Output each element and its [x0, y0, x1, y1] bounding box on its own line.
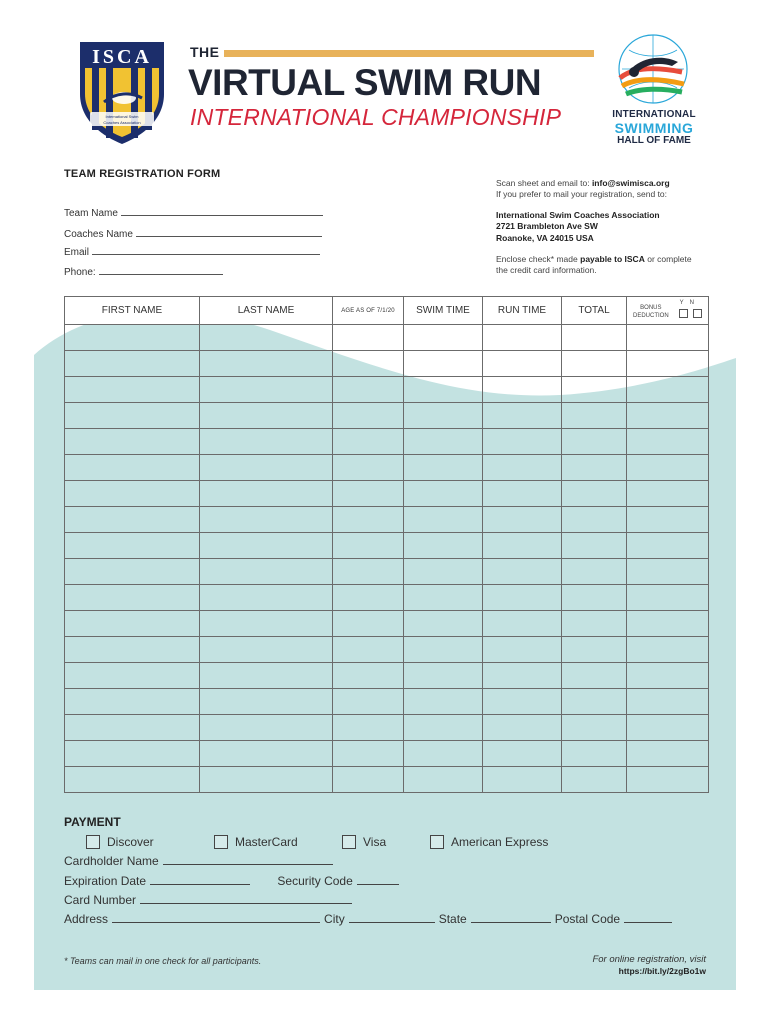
cell-last-name[interactable]	[200, 637, 333, 663]
city-address: Roanoke, VA 24015 USA	[496, 232, 594, 243]
cell-age[interactable]	[333, 715, 404, 741]
header-bonus-deduction	[627, 297, 709, 325]
cell-last-name[interactable]	[200, 663, 333, 689]
payment-title: PAYMENT	[64, 815, 121, 829]
cell-first-name[interactable]	[65, 403, 200, 429]
cell-total[interactable]	[562, 715, 627, 741]
table-row	[65, 507, 709, 533]
cell-swim-time[interactable]	[404, 559, 483, 585]
table-row	[65, 767, 709, 793]
cell-last-name[interactable]	[200, 741, 333, 767]
cell-swim-time[interactable]	[404, 689, 483, 715]
title-divider	[224, 50, 594, 57]
isca-logo	[76, 38, 168, 146]
table-row	[65, 741, 709, 767]
cell-total[interactable]	[562, 455, 627, 481]
cell-swim-time[interactable]	[404, 325, 483, 351]
coaches-name-field[interactable]	[64, 228, 322, 240]
cell-total[interactable]	[562, 429, 627, 455]
cell-first-name[interactable]	[65, 533, 200, 559]
cell-run-time[interactable]	[483, 663, 562, 689]
cell-first-name[interactable]	[65, 585, 200, 611]
bonus-label-1: BONUS	[640, 305, 662, 311]
address-line[interactable]	[112, 912, 320, 923]
team-name-label: Team Name	[64, 208, 118, 219]
option-mastercard[interactable]	[214, 835, 298, 849]
cell-run-time[interactable]	[483, 767, 562, 793]
table-row	[65, 429, 709, 455]
option-visa[interactable]	[342, 835, 386, 849]
cell-first-name[interactable]	[65, 715, 200, 741]
cell-last-name[interactable]	[200, 455, 333, 481]
cell-total[interactable]	[562, 559, 627, 585]
header-first-name: FIRST NAME	[65, 297, 200, 325]
security-label: Security Code	[277, 874, 353, 888]
cell-first-name[interactable]	[65, 455, 200, 481]
cell-total[interactable]	[562, 585, 627, 611]
cell-swim-time[interactable]	[404, 507, 483, 533]
cell-age[interactable]	[333, 663, 404, 689]
cell-first-name[interactable]	[65, 507, 200, 533]
city-label: City	[324, 912, 345, 926]
street-address: 2721 Brambleton Ave SW	[496, 221, 598, 232]
cell-age[interactable]	[333, 533, 404, 559]
cell-bonus[interactable]	[627, 663, 709, 689]
check-instructions	[496, 254, 716, 277]
table-row	[65, 533, 709, 559]
table-row	[65, 585, 709, 611]
cell-age[interactable]	[333, 403, 404, 429]
bonus-yes-label: Y	[679, 300, 690, 306]
cell-bonus[interactable]	[627, 741, 709, 767]
discover-checkbox[interactable]	[86, 835, 100, 849]
cell-swim-time[interactable]	[404, 741, 483, 767]
cell-swim-time[interactable]	[404, 663, 483, 689]
cell-run-time[interactable]	[483, 403, 562, 429]
cell-swim-time[interactable]	[404, 429, 483, 455]
header-run-time: RUN TIME	[483, 297, 562, 325]
bonus-yes-checkbox[interactable]	[679, 309, 688, 318]
cell-age[interactable]	[333, 351, 404, 377]
header-swim-time: SWIM TIME	[404, 297, 483, 325]
expiration-row	[64, 874, 403, 888]
cell-total[interactable]	[562, 481, 627, 507]
ishof-line-3: HALL OF FAME	[617, 135, 691, 146]
visa-checkbox[interactable]	[342, 835, 356, 849]
cell-last-name[interactable]	[200, 585, 333, 611]
cell-swim-time[interactable]	[404, 715, 483, 741]
cell-age[interactable]	[333, 377, 404, 403]
email-label: Email	[64, 247, 90, 258]
cell-run-time[interactable]	[483, 559, 562, 585]
cell-first-name[interactable]	[65, 741, 200, 767]
cell-first-name[interactable]	[65, 429, 200, 455]
cell-age[interactable]	[333, 689, 404, 715]
email-field[interactable]	[64, 246, 320, 258]
cell-bonus[interactable]	[627, 767, 709, 793]
cell-age[interactable]	[333, 325, 404, 351]
option-discover[interactable]	[86, 835, 154, 849]
cell-bonus[interactable]	[627, 403, 709, 429]
cardholder-label: Cardholder Name	[64, 854, 159, 868]
cell-first-name[interactable]	[65, 637, 200, 663]
table-row	[65, 325, 709, 351]
cell-first-name[interactable]	[65, 481, 200, 507]
cell-run-time[interactable]	[483, 481, 562, 507]
cell-run-time[interactable]	[483, 377, 562, 403]
cell-first-name[interactable]	[65, 611, 200, 637]
footnote: * Teams can mail in one check for all participants.	[64, 956, 262, 966]
phone-label: Phone:	[64, 267, 96, 278]
cell-run-time[interactable]	[483, 533, 562, 559]
cell-last-name[interactable]	[200, 481, 333, 507]
table-row	[65, 455, 709, 481]
registration-table	[64, 296, 709, 793]
table-row	[65, 663, 709, 689]
table-row	[65, 637, 709, 663]
cell-first-name[interactable]	[65, 559, 200, 585]
cell-bonus[interactable]	[627, 611, 709, 637]
cell-last-name[interactable]	[200, 403, 333, 429]
card-number-label: Card Number	[64, 893, 137, 907]
cell-swim-time[interactable]	[404, 455, 483, 481]
team-name-line[interactable]	[121, 207, 323, 216]
form-title: TEAM REGISTRATION FORM	[64, 168, 221, 180]
title-the: THE	[190, 44, 220, 60]
phone-field[interactable]	[64, 266, 223, 278]
cell-age[interactable]	[333, 507, 404, 533]
cell-total[interactable]	[562, 325, 627, 351]
cell-run-time[interactable]	[483, 455, 562, 481]
check-prefix: Enclose check* made	[496, 254, 578, 264]
cell-first-name[interactable]	[65, 663, 200, 689]
state-line[interactable]	[471, 912, 551, 923]
mail-line: If you prefer to mail your registration, send to:	[496, 189, 668, 200]
cell-age[interactable]	[333, 481, 404, 507]
cell-first-name[interactable]	[65, 325, 200, 351]
cell-total[interactable]	[562, 533, 627, 559]
cell-bonus[interactable]	[627, 481, 709, 507]
contact-scan	[496, 178, 716, 201]
check-line-2: the credit card information.	[496, 265, 597, 276]
table-row	[65, 377, 709, 403]
expiration-line[interactable]	[150, 874, 250, 885]
cell-total[interactable]	[562, 403, 627, 429]
cell-bonus[interactable]	[627, 559, 709, 585]
phone-line[interactable]	[99, 266, 223, 275]
cell-total[interactable]	[562, 377, 627, 403]
cell-last-name[interactable]	[200, 689, 333, 715]
cell-swim-time[interactable]	[404, 377, 483, 403]
city-line[interactable]	[349, 912, 435, 923]
cell-last-name[interactable]	[200, 507, 333, 533]
table-row	[65, 689, 709, 715]
discover-label: Discover	[107, 835, 154, 849]
cell-age[interactable]	[333, 611, 404, 637]
cell-run-time[interactable]	[483, 637, 562, 663]
cell-run-time[interactable]	[483, 741, 562, 767]
amex-label: American Express	[451, 835, 549, 849]
coaches-name-line[interactable]	[136, 228, 322, 237]
header-last-name: LAST NAME	[200, 297, 333, 325]
cell-bonus[interactable]	[627, 351, 709, 377]
cell-age[interactable]	[333, 559, 404, 585]
expiration-label: Expiration Date	[64, 874, 147, 888]
cell-swim-time[interactable]	[404, 351, 483, 377]
cell-age[interactable]	[333, 767, 404, 793]
cell-total[interactable]	[562, 741, 627, 767]
bonus-no-label: N	[689, 300, 700, 306]
cell-swim-time[interactable]	[404, 637, 483, 663]
header-total: TOTAL	[562, 297, 627, 325]
cell-age[interactable]	[333, 637, 404, 663]
cell-last-name[interactable]	[200, 559, 333, 585]
online-line: For online registration, visit	[592, 954, 706, 965]
cell-bonus[interactable]	[627, 429, 709, 455]
cell-first-name[interactable]	[65, 377, 200, 403]
cardholder-field[interactable]	[64, 854, 337, 868]
postal-label: Postal Code	[554, 912, 621, 926]
cell-last-name[interactable]	[200, 715, 333, 741]
cell-run-time[interactable]	[483, 611, 562, 637]
cell-last-name[interactable]	[200, 767, 333, 793]
cell-first-name[interactable]	[65, 767, 200, 793]
cell-swim-time[interactable]	[404, 533, 483, 559]
cell-run-time[interactable]	[483, 351, 562, 377]
table-body	[65, 325, 709, 793]
cell-total[interactable]	[562, 689, 627, 715]
bonus-label-2: DEDUCTION	[633, 312, 669, 319]
email-line[interactable]	[92, 246, 320, 255]
ishof-line-1: INTERNATIONAL	[612, 109, 696, 120]
option-amex[interactable]	[430, 835, 548, 849]
cell-bonus[interactable]	[627, 325, 709, 351]
ishof-line-2: SWIMMING	[614, 120, 694, 136]
cell-swim-time[interactable]	[404, 611, 483, 637]
table-row	[65, 611, 709, 637]
cell-bonus[interactable]	[627, 715, 709, 741]
bonus-no-checkbox[interactable]	[693, 309, 702, 318]
page-title: VIRTUAL SWIM RUN	[188, 62, 542, 103]
security-line[interactable]	[357, 874, 399, 885]
cell-age[interactable]	[333, 455, 404, 481]
check-payable: payable to ISCA	[580, 254, 645, 264]
ishof-wordmark	[604, 110, 704, 146]
cell-bonus[interactable]	[627, 455, 709, 481]
table-row	[65, 481, 709, 507]
cell-last-name[interactable]	[200, 351, 333, 377]
state-label: State	[438, 912, 467, 926]
cell-bonus[interactable]	[627, 689, 709, 715]
cell-first-name[interactable]	[65, 689, 200, 715]
cell-run-time[interactable]	[483, 585, 562, 611]
cell-bonus[interactable]	[627, 533, 709, 559]
scan-prefix: Scan sheet and email to:	[496, 178, 590, 188]
ishof-logo	[612, 28, 694, 110]
isca-logo-text: ISCA	[92, 46, 152, 68]
address-row	[64, 912, 676, 926]
address-label: Address	[64, 912, 109, 926]
cell-total[interactable]	[562, 611, 627, 637]
mailing-address	[496, 210, 716, 244]
header-age: AGE AS OF 7/1/20	[333, 297, 404, 325]
card-number-line[interactable]	[140, 893, 352, 904]
cell-last-name[interactable]	[200, 611, 333, 637]
card-number-field[interactable]	[64, 893, 356, 907]
isca-logo-subtitle-2: Coaches Association	[103, 120, 141, 125]
table-header-row	[65, 297, 709, 325]
cell-run-time[interactable]	[483, 507, 562, 533]
page-subtitle: INTERNATIONAL CHAMPIONSHIP	[190, 104, 562, 130]
cell-age[interactable]	[333, 585, 404, 611]
isca-logo-subtitle-1: International Swim	[105, 114, 139, 119]
table-row	[65, 351, 709, 377]
cell-total[interactable]	[562, 351, 627, 377]
cell-age[interactable]	[333, 429, 404, 455]
cell-swim-time[interactable]	[404, 481, 483, 507]
cell-bonus[interactable]	[627, 377, 709, 403]
coaches-name-label: Coaches Name	[64, 229, 133, 240]
cell-age[interactable]	[333, 741, 404, 767]
cell-swim-time[interactable]	[404, 403, 483, 429]
table-row	[65, 559, 709, 585]
cell-total[interactable]	[562, 637, 627, 663]
cell-last-name[interactable]	[200, 429, 333, 455]
cell-bonus[interactable]	[627, 585, 709, 611]
cell-last-name[interactable]	[200, 377, 333, 403]
contact-email[interactable]: info@swimisca.org	[591, 178, 670, 188]
org-name: International Swim Coaches Association	[496, 210, 660, 220]
cell-total[interactable]	[562, 663, 627, 689]
cell-run-time[interactable]	[483, 715, 562, 741]
team-name-field[interactable]	[64, 207, 323, 219]
cell-swim-time[interactable]	[404, 767, 483, 793]
cardholder-line[interactable]	[163, 854, 333, 865]
visa-label: Visa	[363, 835, 387, 849]
online-url-link[interactable]: https://bit.ly/2zgBo1w	[618, 966, 706, 977]
cell-swim-time[interactable]	[404, 585, 483, 611]
cell-total[interactable]	[562, 767, 627, 793]
mastercard-checkbox[interactable]	[214, 835, 228, 849]
cell-bonus[interactable]	[627, 507, 709, 533]
cell-first-name[interactable]	[65, 351, 200, 377]
cell-run-time[interactable]	[483, 429, 562, 455]
online-registration	[540, 954, 706, 977]
cell-bonus[interactable]	[627, 637, 709, 663]
cell-total[interactable]	[562, 507, 627, 533]
cell-run-time[interactable]	[483, 689, 562, 715]
cell-last-name[interactable]	[200, 325, 333, 351]
cell-last-name[interactable]	[200, 533, 333, 559]
amex-checkbox[interactable]	[430, 835, 444, 849]
mastercard-label: MasterCard	[235, 835, 298, 849]
table-row	[65, 715, 709, 741]
postal-line[interactable]	[624, 912, 672, 923]
table-row	[65, 403, 709, 429]
check-suffix: or complete	[647, 254, 692, 264]
cell-run-time[interactable]	[483, 325, 562, 351]
